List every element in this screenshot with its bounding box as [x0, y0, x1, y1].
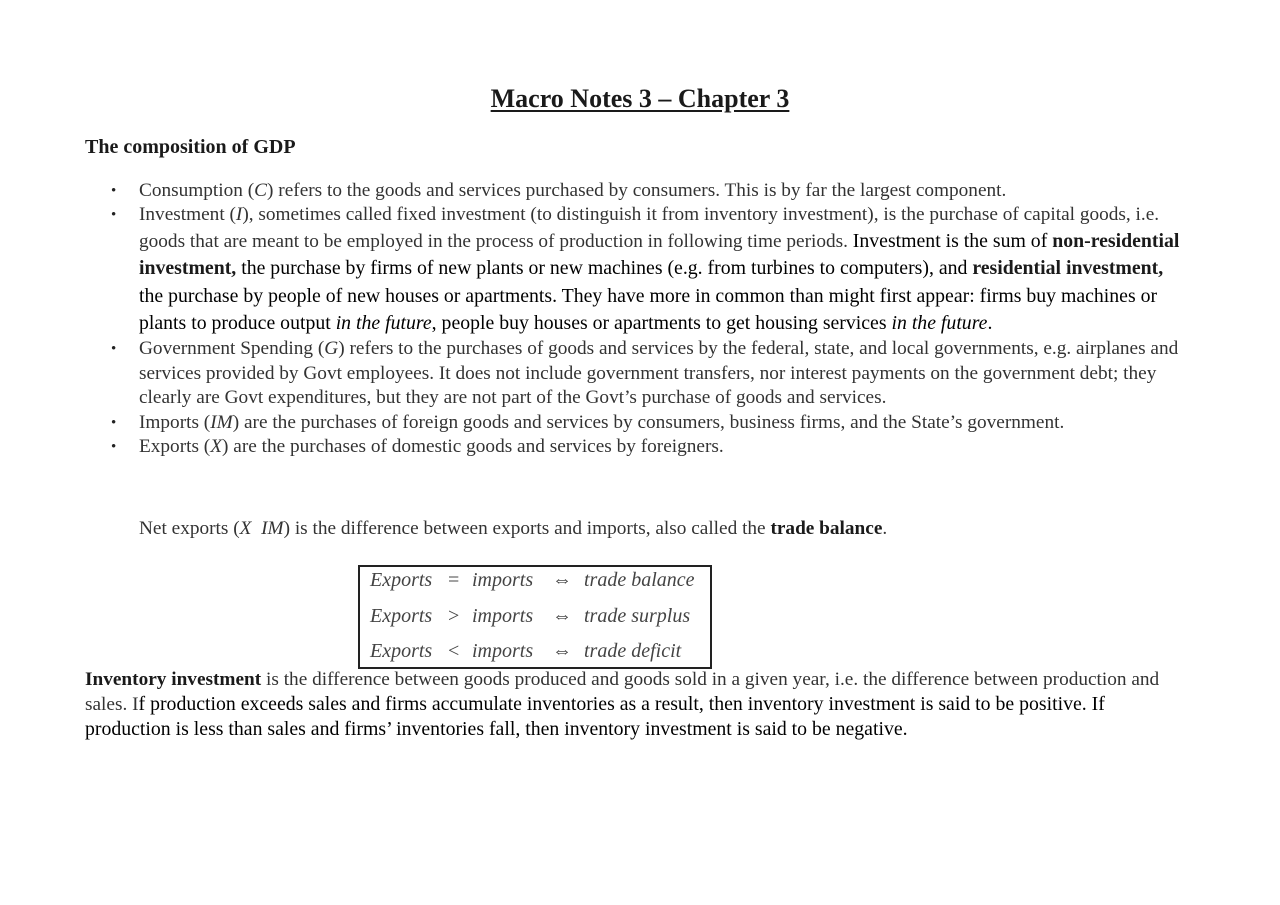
- consumption-var: C: [254, 180, 268, 201]
- net-exports-mid: ) is the difference between exports and imports, also called the: [283, 518, 771, 539]
- investment-dark-5: .: [987, 312, 993, 335]
- consumption-text-pre: Consumption (: [139, 180, 255, 201]
- in-the-future-1: in the future: [335, 312, 432, 335]
- net-exports-definition: [139, 518, 887, 540]
- government-text-pre: Government Spending (: [139, 338, 325, 360]
- formula-exports: Exports: [370, 605, 433, 627]
- trade-balance-term: trade balance: [770, 518, 883, 539]
- in-the-future-2: in the future: [891, 312, 988, 335]
- net-exports-end: .: [882, 518, 888, 539]
- investment-var: I: [235, 204, 243, 226]
- inventory-text-dark: f production exceeds sales and firms accumulate inventories as a result, then inventory investment is said to be positive. If production is less than sales and firms’ inventories fall, then inventory investment is said to be negative.: [85, 693, 1105, 740]
- net-exports-var-im: IM: [261, 518, 284, 539]
- net-exports-var-x: X: [239, 518, 252, 539]
- government-var: G: [324, 338, 339, 360]
- inventory-investment-term: Inventory investment: [85, 669, 262, 690]
- bullet-investment: [85, 203, 1185, 337]
- net-exports-pre: Net exports (: [139, 518, 240, 539]
- formula-imports: imports: [472, 640, 534, 662]
- formula-operator: =: [448, 569, 460, 591]
- bullet-imports: [85, 411, 1185, 435]
- formula-result: trade deficit: [584, 640, 682, 662]
- investment-dark-4: , people buy houses or apartments to get housing services: [431, 312, 892, 335]
- trade-balance-formula-box: [358, 565, 712, 669]
- imports-text-pre: Imports (: [139, 411, 211, 433]
- investment-text-pre: Investment (: [139, 204, 236, 226]
- imports-text-post: ) are the purchases of foreign goods and services by consumers, business firms, and the State’s government.: [232, 411, 1065, 433]
- iff-icon: ⇔: [552, 640, 572, 662]
- bullet-exports: [85, 435, 1185, 459]
- formula-exports: Exports: [370, 569, 433, 591]
- iff-icon: ⇔: [552, 605, 572, 627]
- investment-dark-3: the purchase by people of new houses or apartments. They have more in common than might first appear: firms buy machines or plants to produce output: [139, 284, 1158, 335]
- formula-imports: imports: [472, 569, 534, 591]
- page-title: Macro Notes 3 – Chapter 3: [490, 84, 790, 113]
- investment-text-post: ), sometimes called fixed investment (to distinguish it from inventory investment), is the purchase of capital goods, i.e. goods that are meant to be employed in the process of production in following time periods.: [139, 204, 1160, 252]
- formula-imports: imports: [472, 605, 534, 627]
- gdp-components-list: [85, 179, 1185, 459]
- formula-result: trade balance: [584, 569, 695, 591]
- formula-result: trade surplus: [584, 605, 691, 627]
- investment-dark-2: the purchase by firms of new plants or new machines (e.g. from turbines to computers), and: [236, 257, 973, 280]
- inventory-investment-paragraph: [85, 667, 1185, 742]
- exports-text-post: ) are the purchases of domestic goods and services by foreigners.: [222, 436, 724, 458]
- formula-operator: >: [448, 605, 460, 627]
- exports-text-pre: Exports (: [139, 436, 211, 458]
- formula-row: [360, 605, 710, 639]
- section-heading: The composition of GDP: [85, 136, 296, 158]
- inventory-text-1: is the difference between goods produced and goods sold in a given year, i.e. the difference between production and sales. I: [85, 669, 1160, 715]
- non-residential-investment-term: non-residential investment,: [139, 229, 1180, 280]
- formula-operator: <: [448, 640, 460, 662]
- consumption-text-post: ) refers to the goods and services purchased by consumers. This is by far the largest component.: [267, 180, 1007, 201]
- formula-row: [360, 569, 710, 603]
- imports-var: IM: [210, 411, 233, 433]
- bullet-consumption: [85, 179, 1185, 203]
- residential-investment-term: residential investment,: [972, 257, 1164, 280]
- bullet-government: [85, 337, 1185, 410]
- formula-exports: Exports: [370, 640, 433, 662]
- exports-var: X: [210, 436, 223, 458]
- iff-icon: ⇔: [552, 569, 572, 591]
- government-text-post: ) refers to the purchases of goods and services by the federal, state, and local governments, e.g. airplanes and services provided by Govt employees. It does not include government transfers, nor interest payments on the government debt; they clearly are Govt expenditures, but they are not part of the Govt’s purchase of goods and services.: [139, 338, 1179, 409]
- investment-dark-1: Investment is the sum of: [852, 229, 1053, 252]
